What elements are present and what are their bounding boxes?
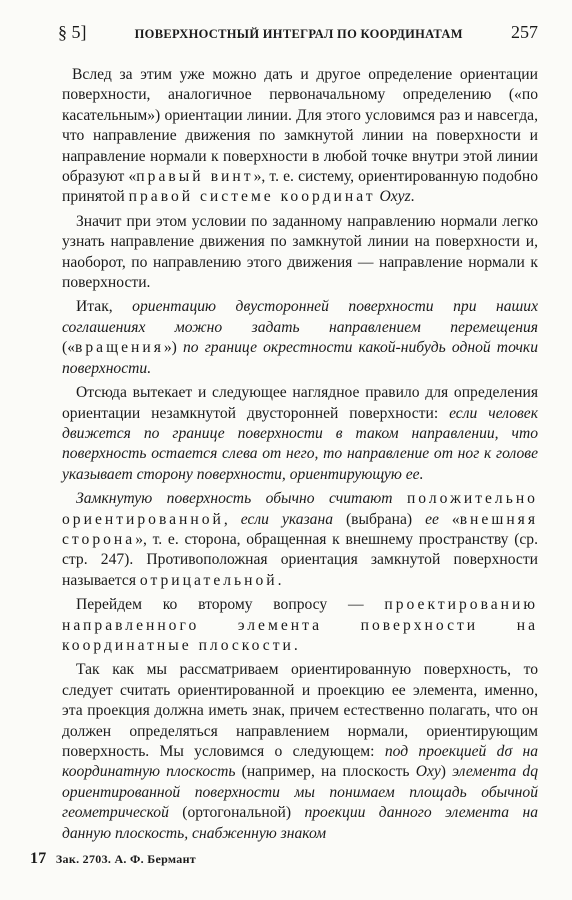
paragraph [62,489,538,591]
paragraph [62,297,538,379]
text-run: ) [440,763,453,781]
text-run: Так как мы рассматриваем ориентированную поверхность, то следует считать ориентированной и проекцию ее элемента, именно, эта проекция должна иметь знак, причем естественно полагать, что он должен определяться направлением нормали, ориентирующим поверхность. Мы условимся о следующем: [62,661,538,760]
text-run: под проекцией dσ на координатную плоскость [62,743,538,781]
paragraph [62,65,538,208]
paragraph [62,212,538,294]
text-run: Замкнутую поверхность обычно считают [76,490,393,508]
text-run: ») [163,339,183,357]
section-number: § 5] [58,22,87,42]
text-run: положительно ориентированной [62,490,538,528]
text-run: Отсюда вытекает и следующее наглядное правило для определения ориентации незамкнутой двусторонней поверхности: [62,384,538,422]
text-run: », т. е. сторона, обращенная к внешнему пространству (ср. стр. 247). Противоположная ориентация замкнутой поверхности называется [62,530,538,589]
text-run: . [277,571,282,589]
text-run: . [293,636,298,654]
text-run: , [223,510,241,528]
text-run: « [438,510,460,528]
text-run: ее [425,510,439,528]
text-run: если человек движется по границе поверхности в таком направлении, что поверхность остается слева от него, то направление от ног к голове указывает сторону поверхности, ориентирующую ее. [62,404,539,483]
text-run: (например, на плоскость [235,763,416,781]
text-run: Итак, [76,298,133,316]
paragraph [62,383,538,485]
text-run: вращения [75,339,164,357]
text-run: по границе окрестности какой-нибудь одной точки поверхности. [62,339,538,377]
text-run [393,490,407,507]
text-run: проекции данного элемента на данную плоскость, снабженную знаком [62,804,538,842]
text-run: (ортогональной) [168,804,305,822]
text-run: ориентацию двусторонней поверхности при наших соглашениях можно задать направлением перемещения [62,298,539,336]
text-run: Oxyz [379,188,411,206]
imprint-text: Зак. 2703. А. Ф. Бермант [55,852,196,866]
text-run: (выбрана) [333,510,426,528]
text-run: отрицательной [139,571,278,589]
text-run: элемента dq ориентированной поверхности мы понимаем площадь обычной геометрической [62,763,538,822]
printer-imprint [30,850,196,868]
paragraph [62,595,538,656]
page-number: 257 [511,22,538,42]
text-run: Значит при этом условии по заданному направлению нормали легко узнать направление движения по замкнутой линии на поверхности и, наоборот, по направлению этого движения — направление нормали к поверхности. [62,212,538,292]
text-run: Oxy [415,763,441,781]
text-run: правой системе координат [128,188,376,206]
text-run: проектированию направленного элемента поверхности на координатные плоскости [62,596,538,654]
text-run: если указана [240,510,333,528]
signature-mark: 17 [30,850,47,867]
text-run: внешняя сторона [62,510,539,548]
text-run: . [410,188,415,206]
body-text [62,65,538,844]
running-title: ПОВЕРХНОСТНЫЙ ИНТЕГРАЛ ПО КООРДИНАТАМ [134,27,463,41]
text-run: (« [62,339,75,357]
text-run: Вслед за этим уже можно дать и другое определение ориентации поверхности, аналогичное первоначальному определению («по касательным») ориентации линии. Для этого условимся раз и навсегда, что направление движения по замкнутой линии на поверхности и направление нормали к поверхности в любой точке внутри этой линии образуют « [62,66,538,186]
text-run: правый винт [136,168,254,186]
text-run: Перейдем ко второму вопросу — [76,596,385,614]
text-run: », т. е. систему, ориентированную подобно принятой [62,168,538,206]
running-head [58,22,538,43]
paragraph [62,660,538,844]
